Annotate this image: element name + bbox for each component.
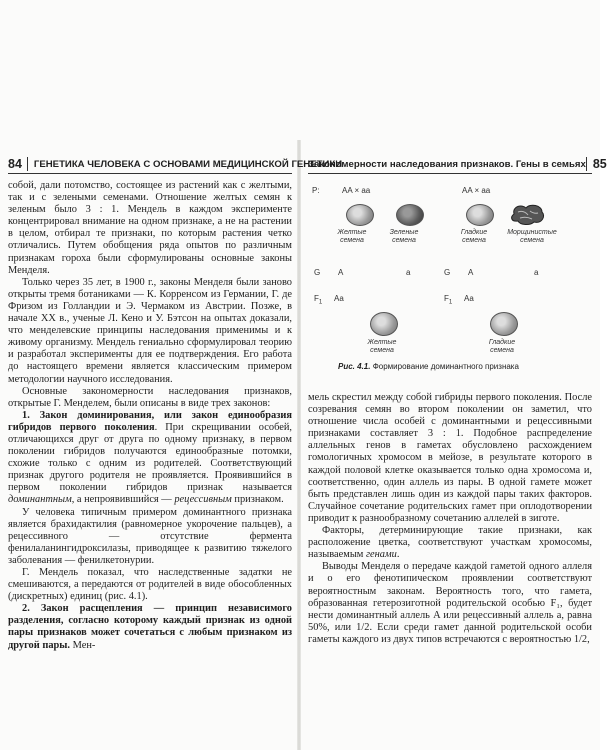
law-2-title: 2. Закон расщепления — принцип независимого разделения, согласно которому каждый признак из одной пары признаков может сочетаться с любым признаком из другой пары.	[8, 603, 292, 651]
f1-label-right: $F_1$	[444, 294, 453, 306]
parent-label: P:	[312, 186, 320, 195]
gamete-right-dominant: A	[468, 268, 474, 277]
green-seed	[396, 204, 424, 226]
left-paragraph-4	[8, 410, 292, 507]
gamete-label-left: G	[314, 268, 321, 277]
left-paragraph-7	[8, 603, 292, 651]
left-page-number: 84	[8, 157, 28, 171]
yellow-seed	[346, 204, 374, 226]
f1-smooth-seed	[490, 312, 518, 336]
left-running-head: ГЕНЕТИКА ЧЕЛОВЕКА С ОСНОВАМИ МЕДИЦИНСКОЙ ГЕНЕТИКИ	[33, 158, 343, 170]
right-paragraph-3: Выводы Менделя о передаче каждой гаметой одного аллеля и о его фенотипическом проявлении соответствуют вероятностным законам. Вероятность того, что гамета, образованная гетерозиготной родительской особью F₁, будет нести доминантный аллель A или рецессивный аллель a, равна 50%, или 1/2. Если среди гамет данной родительской особи гаметы каждого из двух типов встречаются с вероятностью 1/2,	[308, 561, 592, 645]
law-2-text: Мен-	[70, 639, 96, 651]
figure-caption: Рис. 4.1. Формирование доминантного признака	[338, 362, 519, 371]
f1-genotype-right: Aa	[464, 294, 474, 303]
right-paragraph-1: мель скрестил между собой гибриды первого поколения. После созревания семян во втором поколении он заметил, что отношение числа особей с доминантными и рецессивными признаками составляет 3 : 1. Подобное распределение аллельных генов в гаметах обусловлено расхождением гомологичных хромосом в мейозе, в результате которого в каждой половой клетке оказывается только одна хромосома и, соответственно, один аллель из пары. В одной гамете может быть представлен лишь один из каждой пары таких факторов. Случайное сочетание родительских гамет при оплодотворении приводит к разнообразному сочетанию аллелей в зиготе.	[308, 392, 592, 524]
left-body-text	[8, 180, 292, 652]
right-page-number: 85	[586, 157, 607, 171]
left-running-header	[8, 155, 343, 174]
gamete-left-recessive: a	[406, 268, 411, 277]
term-dominant: доминантным	[8, 494, 72, 506]
left-paragraph-1: собой, дали потомство, состоящее из растений как с желтыми, так и с зелеными семенами. Отношение желтых семян к зеленым было 3 : 1. Мендель в каждом эксперименте концентрировал внимание на одном признаке, а не на растении в целом, отбирал те признаки, по которым растения четко отличались. Путем обобщения ряда опытов по различным признакам гороха были сформулированы основные законы Менделя.	[8, 180, 292, 276]
cross-right: AA × aa	[462, 186, 491, 195]
wrinkled-seed-icon	[508, 202, 548, 226]
figure-4-1	[308, 174, 592, 414]
cross-left: AA × aa	[342, 186, 371, 195]
left-paragraph-2: Только через 35 лет, в 1900 г., законы Менделя были заново открыты тремя ботаниками — К. Корренсом из Германии, Г. де Фризом из Голландии и Э. Чермаком из Австрии. Позже, в начале XX в., ученые Л. Кено и У. Бэтсон на опытах доказали, что менделевские принципы наследования применимы и к живому организму. Мендель гениально сформулировал теорию и разработал эксперименты для ее подтверждения. Его работа до настоящего времени является классическим примером методологии научного исследования.	[8, 276, 292, 385]
law-1-text: . При скрещивании особей, отличающихся друг от друга по одному признаку, в первом поколении гибридов получаются единообразные потомки, схожие только с одним из родителей. Соответствующий признак другого родителя не проявляется. Проявившийся в первом поколении гибридов признак называется	[8, 421, 292, 494]
caption-yellow-seeds: Желтые семена	[337, 229, 367, 244]
left-paragraph-6: Г. Мендель показал, что наследственные задатки не смешиваются, а передаются от родителей в виде обособленных (дискретных) единиц (рис. 4.1).	[8, 567, 292, 603]
caption-f1-smooth: Гладкие семена	[488, 339, 516, 354]
term-genes: генами	[365, 549, 397, 561]
term-recessive: рецессивным	[174, 494, 232, 506]
gamete-right-recessive: a	[534, 268, 539, 277]
left-paragraph-3: Основные закономерности наследования признаков, открытые Г. Менделем, были описаны в виде трех законов:	[8, 385, 292, 409]
f1-label-left: $F_1$	[314, 294, 323, 306]
right-page	[308, 155, 607, 646]
law-1-text-end: признаком.	[231, 494, 284, 506]
f1-genotype-left: Aa	[334, 294, 344, 303]
caption-green-seeds: Зеленые семена	[389, 229, 419, 244]
f1-yellow-seed	[370, 312, 398, 336]
right-running-head: Закономерности наследования признаков. Гены в семьях	[308, 158, 586, 170]
gamete-left-dominant: A	[338, 268, 344, 277]
law-1-text-mid: , а непроявившийся —	[71, 494, 175, 506]
left-paragraph-5: У человека типичным примером доминантного признака является брахидактилия (равномерное укорочение пальцев), а рецессивного — отсутствие фермента фенилаланингидроксилазы, приводящее к развитию тяжелого заболевания — фенилкетонурии.	[8, 506, 292, 566]
book-gutter	[297, 140, 301, 750]
law-1-title: 1. Закон доминирования, или закон единообразия гибридов первого поколения	[8, 409, 292, 433]
right-running-header	[308, 155, 607, 174]
gamete-label-right: G	[444, 268, 451, 277]
smooth-seed	[466, 204, 494, 226]
caption-smooth-seeds: Гладкие семена	[460, 229, 488, 244]
right-body-text	[308, 392, 592, 646]
right-paragraph-2: Факторы, детерминирующие такие признаки, как расположение цветка, соответствуют участкам хромосомы, называемым генами.	[308, 525, 592, 561]
caption-wrinkled-seeds: Морщинистые семена	[507, 229, 557, 244]
caption-f1-yellow: Желтые семена	[367, 339, 397, 354]
